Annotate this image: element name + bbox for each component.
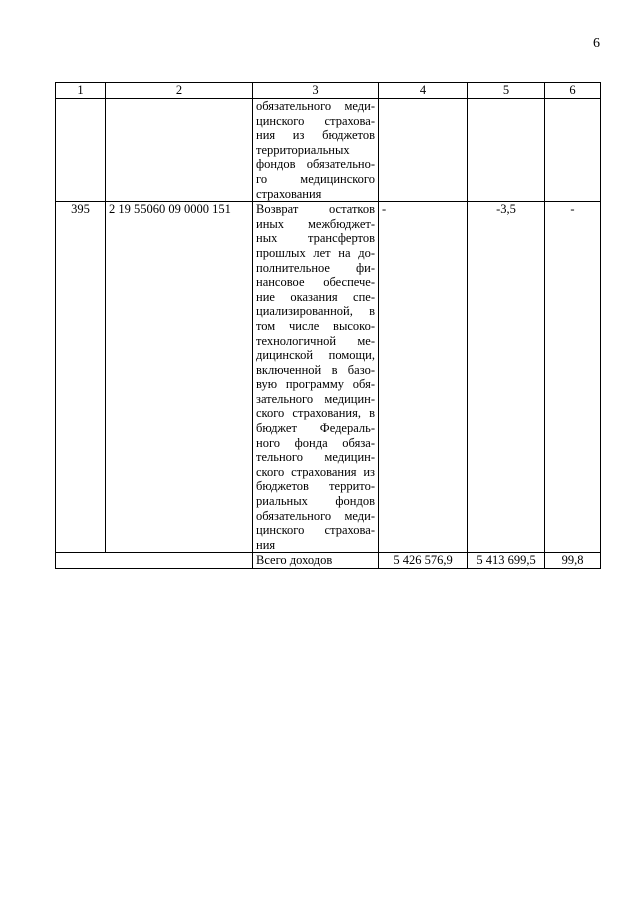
description-line: Возврат остатков <box>256 202 375 217</box>
value-cell-col5 <box>468 99 545 202</box>
description-cell <box>253 202 379 553</box>
table-row-continued <box>56 99 601 202</box>
total-value-col6: 99,8 <box>545 553 601 569</box>
description-line: том числе высоко- <box>256 318 375 333</box>
table-row-total <box>56 553 601 569</box>
value-cell-col6 <box>545 99 601 202</box>
description-line: бюджет Федераль- <box>256 421 375 436</box>
code-cell <box>106 99 253 202</box>
description-line: иных межбюджет- <box>256 216 375 231</box>
description-line: риальных фондов <box>256 494 375 509</box>
table-header-row <box>56 83 601 99</box>
description-line: циализированной, в <box>256 304 375 319</box>
description-line: цинского страхова- <box>256 113 375 128</box>
description-line: нансовое обеспече- <box>256 275 375 290</box>
value-cell-col6: - <box>545 202 601 553</box>
description-line: ского страхования из <box>256 464 375 479</box>
description-line: ного фонда обяза- <box>256 435 375 450</box>
row-number-cell <box>56 99 106 202</box>
table-row-395 <box>56 202 601 553</box>
description-line: обязательного меди- <box>256 99 375 113</box>
description-line: полнительное фи- <box>256 260 375 275</box>
description-line: ния <box>256 537 276 552</box>
description-line: ния из бюджетов <box>256 128 375 143</box>
description-line: включенной в базо- <box>256 362 375 377</box>
description-line: фондов обязательно- <box>256 157 375 172</box>
code-cell: 2 19 55060 09 0000 151 <box>106 202 253 553</box>
total-empty-cell <box>56 553 253 569</box>
total-value-col5: 5 413 699,5 <box>468 553 545 569</box>
description-line: вую программу обя- <box>256 377 375 392</box>
description-line: ского страхования, в <box>256 406 375 421</box>
value-cell-col4 <box>379 99 468 202</box>
description-line: страхования <box>256 186 322 201</box>
total-label-cell: Всего доходов <box>253 553 379 569</box>
value-cell-col5: -3,5 <box>468 202 545 553</box>
income-table <box>55 82 601 569</box>
description-line: территориальных <box>256 142 350 157</box>
column-header-1: 1 <box>56 83 106 99</box>
column-header-4: 4 <box>379 83 468 99</box>
description-line: цинского страхова- <box>256 523 375 538</box>
column-header-5: 5 <box>468 83 545 99</box>
column-header-3: 3 <box>253 83 379 99</box>
description-line: прошлых лет на до- <box>256 245 375 260</box>
value-cell-col4: - <box>379 202 468 553</box>
description-line: ных трансфертов <box>256 231 375 246</box>
description-line: технологичной ме- <box>256 333 375 348</box>
description-line: бюджетов террито- <box>256 479 375 494</box>
description-cell <box>253 99 379 202</box>
description-line: зательного медицин- <box>256 391 375 406</box>
total-value-col4: 5 426 576,9 <box>379 553 468 569</box>
page-number: 6 <box>593 36 600 51</box>
description-line: ние оказания спе- <box>256 289 375 304</box>
description-line: обязательного меди- <box>256 508 375 523</box>
description-line: го медицинского <box>256 171 375 186</box>
column-header-2: 2 <box>106 83 253 99</box>
description-line: дицинской помощи, <box>256 348 375 363</box>
row-number-cell: 395 <box>56 202 106 553</box>
column-header-6: 6 <box>545 83 601 99</box>
description-line: тельного медицин- <box>256 450 375 465</box>
